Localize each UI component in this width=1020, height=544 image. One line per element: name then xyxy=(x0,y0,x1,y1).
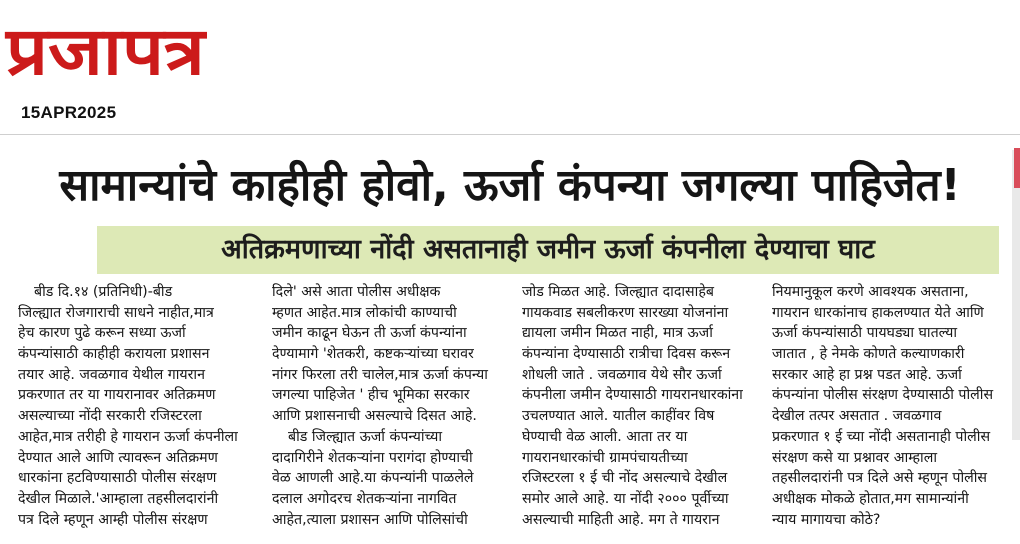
column-line: असल्याची माहिती आहे. मग ते गायरान xyxy=(522,511,720,528)
column-line: सरकार आहे हा प्रश्न पडत आहे. ऊर्जा xyxy=(772,366,962,383)
column-line: बीड जिल्ह्यात ऊर्जा कंपन्यांच्या xyxy=(288,428,443,445)
column-line: दिले' असे आता पोलीस अधीक्षक xyxy=(272,284,441,300)
column-line: नियमानुकूल करणे आवश्यक असताना, xyxy=(772,284,969,300)
article-column-2 xyxy=(272,282,502,530)
masthead-logo-text: प्रजापत्र xyxy=(6,13,205,90)
column-line: गायरानधारकांची ग्रामपंचायतीच्या xyxy=(522,449,688,466)
column-line: कंपनीला जमीन देण्यासाठी गायरानधारकांना xyxy=(522,387,743,404)
article-column-1 xyxy=(18,282,248,530)
column-line: जगल्या पाहिजेत ' हीच भूमिका सरकार xyxy=(272,387,470,404)
article-column-3 xyxy=(522,282,752,530)
column-line: म्हणत आहेत.मात्र लोकांची काण्याची xyxy=(272,304,457,321)
column-line: जिल्ह्यात रोजगाराची साधने नाहीत,मात्र xyxy=(18,304,214,321)
header-divider xyxy=(0,134,1020,135)
column-line: तहसीलदारांनी पत्र दिले असे म्हणून पोलीस xyxy=(772,470,988,487)
column-line: ऊर्जा कंपन्यांसाठी पायघड्या घातल्या xyxy=(772,325,958,342)
column-line: रजिस्टरला १ ई ची नोंद असल्याचे देखील xyxy=(522,470,728,487)
column-line: गायरान धारकांनाच हाकलण्यात येते आणि xyxy=(772,304,984,321)
column-line: न्याय मागायचा कोठे? xyxy=(772,511,881,528)
column-line: देखील मिळाले.'आम्हाला तहसीलदारांनी xyxy=(18,490,219,507)
column-line: देण्यामागे 'शेतकरी, कष्टकऱ्यांच्या घरावर xyxy=(272,346,474,363)
column-line: वेळ आणली आहे.या कंपन्यांनी पाळलेले xyxy=(272,470,474,487)
column-line: बीड दि.१४ (प्रतिनिधी)-बीड xyxy=(34,284,173,300)
column-line: देण्यात आले आणि त्यावरून अतिक्रमण xyxy=(18,449,218,466)
column-line: हेच कारण पुढे करून सध्या ऊर्जा xyxy=(18,325,186,342)
column-line: पत्र दिले म्हणून आम्ही पोलीस संरक्षण xyxy=(18,511,208,528)
column-line: द्यायला जमीन मिळत नाही, मात्र ऊर्जा xyxy=(522,325,713,342)
column-line: जातात , हे नेमके कोणते कल्याणकारी xyxy=(772,346,965,363)
column-line: गायकवाड सबलीकरण सारख्या योजनांना xyxy=(522,304,729,321)
page-edge-marker xyxy=(1014,148,1020,188)
column-line: समोर आले आहे. या नोंदी २००० पूर्वीच्या xyxy=(522,490,729,507)
column-line: तयार आहे. जवळगाव येथील गायरान xyxy=(18,366,205,383)
column-line: आणि प्रशासनाची असल्याचे दिसत आहे. xyxy=(272,408,477,425)
column-line: घेण्याची वेळ आली. आता तर या xyxy=(522,428,688,445)
article-column-4 xyxy=(772,282,1005,530)
column-line: दलाल अगोदरच शेतकऱ्यांना नागवित xyxy=(272,490,457,507)
article-headline: सामान्यांचे काहीही होवो, ऊर्जा कंपन्या जगल्या पाहिजेत! xyxy=(59,160,961,211)
page-edge-strip xyxy=(1012,150,1020,440)
column-line: कंपन्यांना पोलीस संरक्षण देण्यासाठी पोलीस xyxy=(772,387,994,404)
column-line: आहेत,मात्र तरीही हे गायरान ऊर्जा कंपनीला xyxy=(18,428,238,445)
column-line: प्रकरणात तर या गायरानावर अतिक्रमण xyxy=(18,387,216,404)
column-line: असल्याच्या नोंदी सरकारी रजिस्टरला xyxy=(18,408,202,425)
column-line: नांगर फिरला तरी चालेल,मात्र ऊर्जा कंपन्या xyxy=(272,366,488,383)
column-line: जमीन काढून घेऊन ती ऊर्जा कंपन्यांना xyxy=(272,325,467,342)
column-line: जोड मिळत आहे. जिल्ह्यात दादासाहेब xyxy=(522,284,714,300)
article-subheadline: अतिक्रमणाच्या नोंदी असतानाही जमीन ऊर्जा कंपनीला देण्याचा घाट xyxy=(221,234,875,265)
column-line: शोधली जाते . जवळगाव येथे सौर ऊर्जा xyxy=(522,366,722,383)
column-line: अधीक्षक मोकळे होतात,मग सामान्यांनी xyxy=(772,490,969,507)
column-line: दादागिरीने शेतकऱ्यांना परागंदा होण्याची xyxy=(272,449,473,466)
column-line: कंपन्यांना देण्यासाठी रात्रीचा दिवस करून xyxy=(522,346,731,363)
column-line: उचलण्यात आले. यातील काहींवर विष xyxy=(522,408,715,425)
column-line: कंपन्यांसाठी काहीही करायला प्रशासन xyxy=(18,346,210,363)
column-line: धारकांना हटविण्यासाठी पोलीस संरक्षण xyxy=(18,470,217,487)
newspaper-masthead xyxy=(6,6,205,98)
column-line: प्रकरणात १ ई च्या नोंदी असतानाही पोलीस xyxy=(772,428,991,445)
column-line: आहेत,त्याला प्रशासन आणि पोलिसांची xyxy=(272,511,468,528)
column-line: देखील तत्पर असतात . जवळगाव xyxy=(772,408,942,425)
column-line: संरक्षण कसे या प्रश्नावर आम्हाला xyxy=(772,449,938,466)
publication-date: 15APR2025 xyxy=(21,103,117,122)
